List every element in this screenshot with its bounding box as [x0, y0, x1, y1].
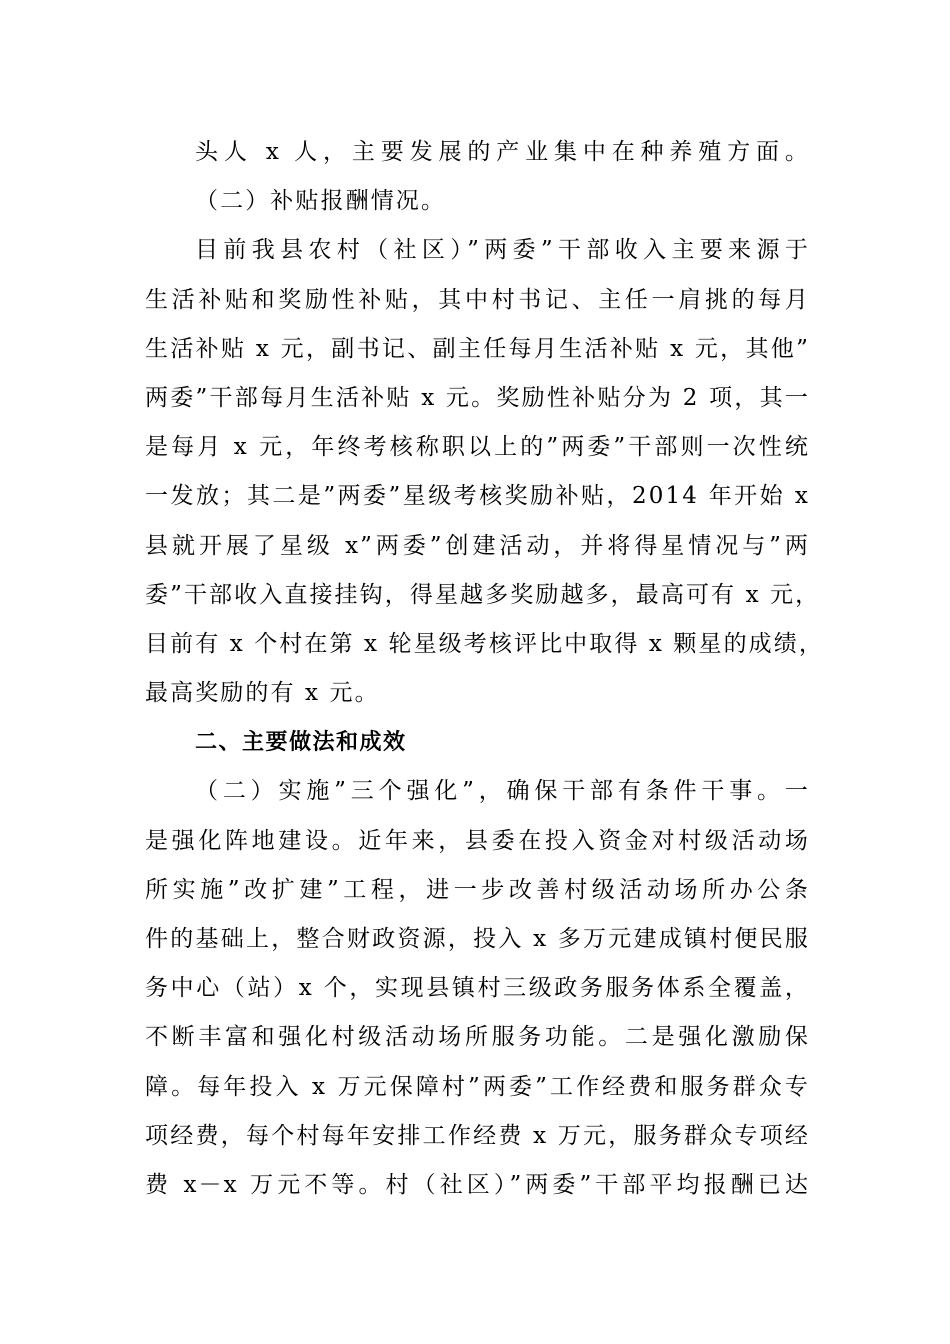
paragraph-line: 目前有 x 个村在第 x 轮星级考核评比中取得 x 颗星的成绩，: [145, 630, 824, 657]
section-heading: 二、主要做法和成效: [195, 730, 407, 756]
paragraph-line: 生活补贴 x 元，副书记、副主任每月生活补贴 x 元，其他”: [145, 335, 810, 362]
paragraph-line: 头人 x 人，主要发展的产业集中在种养殖方面。: [195, 139, 810, 165]
paragraph-line: 障。每年投入 x 万元保障村”两委”工作经费和服务群众专: [145, 1073, 810, 1100]
paragraph-line: 委”干部收入直接挂钩，得星越多奖励越多，最高可有 x 元，: [145, 581, 821, 608]
paragraph-line: 县就开展了星级 x”两委”创建活动，并将得星情况与”两: [145, 532, 810, 559]
paragraph-line: 是每月 x 元，年终考核称职以上的”两委”干部则一次性统: [145, 434, 810, 461]
paragraph-line: 费 x－x 万元不等。村（社区）”两委”干部平均报酬已达: [145, 1171, 810, 1198]
paragraph-line: 所实施”改扩建”工程，进一步改善村级活动场所办公条: [145, 876, 810, 903]
section-subheading: （二）补贴报酬情况。: [195, 188, 446, 215]
paragraph-line: （二）实施”三个强化”，确保干部有条件干事。一: [195, 778, 810, 805]
paragraph-line: 务中心（站）x 个，实现县镇村三级政务服务体系全覆盖，: [145, 975, 810, 1002]
paragraph-line: 件的基础上，整合财政资源，投入 x 多万元建成镇村便民服: [145, 926, 810, 952]
paragraph-line: 生活补贴和奖励性补贴，其中村书记、主任一肩挑的每月: [145, 286, 810, 313]
paragraph-line: 最高奖励的有 x 元。: [145, 680, 380, 707]
paragraph-line: 项经费，每个村每年安排工作经费 x 万元，服务群众专项经: [145, 1122, 810, 1149]
paragraph-line: 两委”干部每月生活补贴 x 元。奖励性补贴分为 2 项，其一: [145, 384, 810, 411]
paragraph-line: 不断丰富和强化村级活动场所服务功能。二是强化激励保: [145, 1024, 810, 1051]
paragraph-line: 一发放；其二是”两委”星级考核奖励补贴，2014 年开始 x: [145, 483, 810, 510]
document-body: [145, 128, 824, 1210]
paragraph-line: 是强化阵地建设。近年来，县委在投入资金对村级活动场: [145, 827, 810, 854]
paragraph-line: 目前我县农村（社区）”两委”干部收入主要来源于: [195, 237, 810, 264]
